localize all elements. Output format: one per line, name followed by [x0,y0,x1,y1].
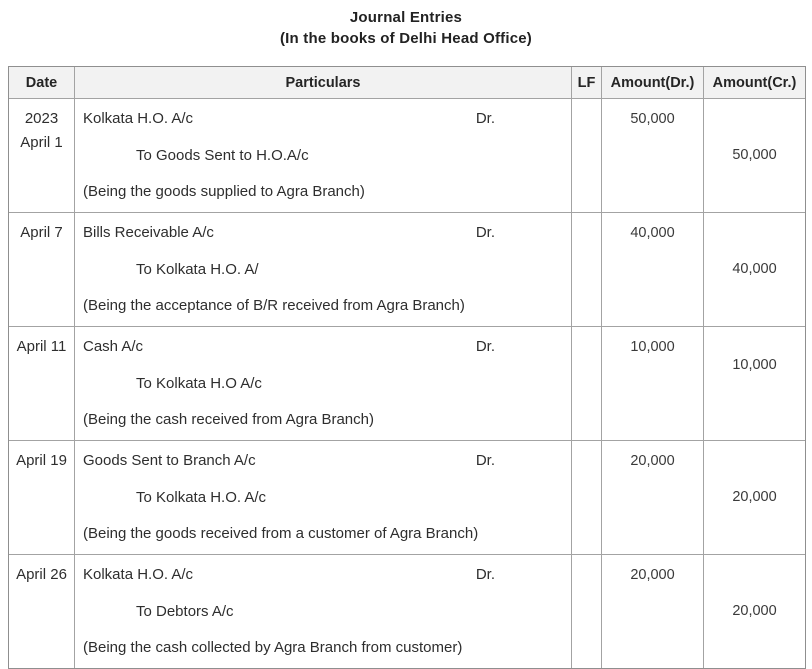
credit-entry-line: To Goods Sent to H.O.A/c [136,146,309,164]
journal-entry-row-3 [9,327,805,441]
journal-entry-row-2 [9,213,805,327]
date-line-1: April 7 [20,224,63,241]
dr-label: Dr. [475,338,495,355]
lf-cell [572,213,602,326]
narration-line: (Being the cash collected by Agra Branch from customer) [83,639,463,656]
dr-label: Dr. [475,452,495,469]
amount-cr-cell: 40,000 [732,261,777,277]
header-lf: LF [572,67,602,98]
amount-cr-cell: 20,000 [732,603,777,619]
debit-entry-line [83,338,571,355]
credit-entry-line: To Debtors A/c [136,602,234,620]
journal-entry-row-5 [9,555,805,668]
header-amount-cr: Amount(Cr.) [712,74,797,91]
amount-cr-cell: 20,000 [732,489,777,505]
date-line-2: April 1 [20,134,63,151]
date-line-1: April 19 [16,452,67,469]
journal-entries-table [8,66,806,669]
header-date: Date [9,67,75,98]
amount-dr-cell: 20,000 [602,441,704,554]
date-cell [9,555,75,668]
date-cell [9,327,75,440]
narration-line: (Being the goods supplied to Agra Branch) [83,183,365,200]
date-cell [9,441,75,554]
debit-entry-line [83,566,571,583]
table-header-row [9,67,805,99]
date-line-1: 2023 [24,110,59,127]
debit-entry-line [83,452,571,469]
header-particulars: Particulars [75,67,572,98]
journal-entry-row-4 [9,441,805,555]
date-line-1: April 26 [16,566,67,583]
credit-entry-line: To Kolkata H.O. A/ [136,260,259,278]
particulars-cell [75,555,572,668]
narration-line: (Being the goods received from a customer of Agra Branch) [83,525,479,542]
amount-cr-cell: 50,000 [732,147,777,163]
journal-entry-row-1 [9,99,805,213]
narration-line: (Being the acceptance of B/R received from Agra Branch) [83,297,465,314]
debit-account: Bills Receivable A/c [83,224,214,241]
date-cell [9,213,75,326]
date-line-1: April 11 [16,338,67,355]
amount-dr-cell: 10,000 [602,327,704,440]
lf-cell [572,99,602,212]
debit-entry-line [83,224,571,241]
debit-account: Kolkata H.O. A/c [83,566,194,583]
page-subtitle: (In the books of Delhi Head Office) [279,30,533,47]
date-cell [9,99,75,212]
amount-dr-cell: 50,000 [602,99,704,212]
dr-label: Dr. [475,110,495,127]
credit-entry-line: To Kolkata H.O A/c [136,374,262,392]
debit-entry-line [83,110,571,127]
debit-account: Goods Sent to Branch A/c [83,452,256,469]
page-title: Journal Entries [349,9,463,26]
particulars-cell [75,99,572,212]
lf-cell [572,555,602,668]
amount-cr-cell: 10,000 [732,357,777,373]
credit-entry-line: To Kolkata H.O. A/c [136,488,267,506]
debit-account: Cash A/c [83,338,144,355]
lf-cell [572,327,602,440]
particulars-cell [75,213,572,326]
lf-cell [572,441,602,554]
debit-account: Kolkata H.O. A/c [83,110,194,127]
dr-label: Dr. [475,566,495,583]
dr-label: Dr. [475,224,495,241]
header-amount-dr: Amount(Dr.) [602,67,704,98]
title-block [0,0,812,49]
amount-dr-cell: 20,000 [602,555,704,668]
narration-line: (Being the cash received from Agra Branch) [83,411,374,428]
particulars-cell [75,327,572,440]
particulars-cell [75,441,572,554]
amount-dr-cell: 40,000 [602,213,704,326]
